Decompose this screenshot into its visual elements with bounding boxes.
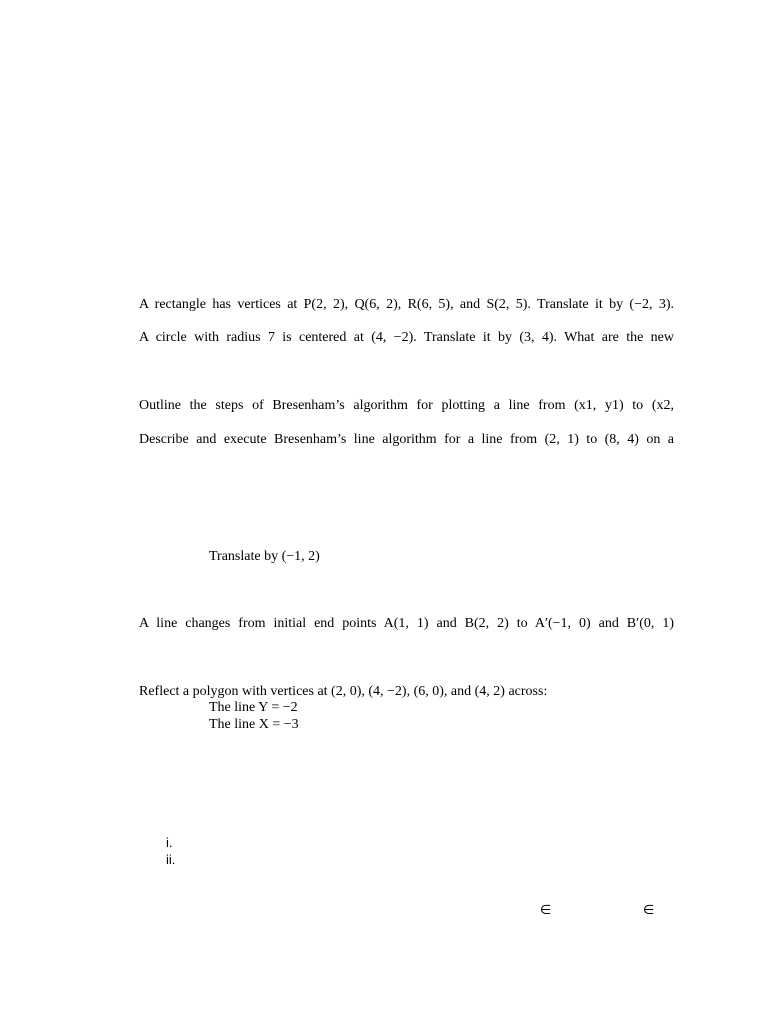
reflection-line-x: The line X = −3 xyxy=(209,717,299,732)
reflection-line-y: The line Y = −2 xyxy=(209,700,298,715)
list-marker-i: i. xyxy=(166,835,173,850)
line-endpoints-question: A line changes from initial end points A(1, 1) and B(2, 2) to A′(−1, 0) and B′(0, 1) xyxy=(139,616,674,631)
translate-instruction: Translate by (−1, 2) xyxy=(209,549,320,564)
list-marker-ii: ii. xyxy=(166,852,176,867)
element-of-symbol: ∈ xyxy=(643,903,655,918)
bresenham-execute-question: Describe and execute Bresenham’s line algorithm for a line from (2, 1) to (8, 4) on a xyxy=(139,432,674,447)
bresenham-outline-question: Outline the steps of Bresenham’s algorithm for plotting a line from (x1, y1) to (x2, xyxy=(139,398,674,413)
polygon-reflection-question: Reflect a polygon with vertices at (2, 0), (4, −2), (6, 0), and (4, 2) across: xyxy=(139,684,548,699)
circle-translation-question: A circle with radius 7 is centered at (4, −2). Translate it by (3, 4). What are the new xyxy=(139,330,674,345)
rectangle-translation-question: A rectangle has vertices at P(2, 2), Q(6, 2), R(6, 5), and S(2, 5). Translate it by (−2, 3). xyxy=(139,297,674,312)
element-of-symbol: ∈ xyxy=(540,903,552,918)
